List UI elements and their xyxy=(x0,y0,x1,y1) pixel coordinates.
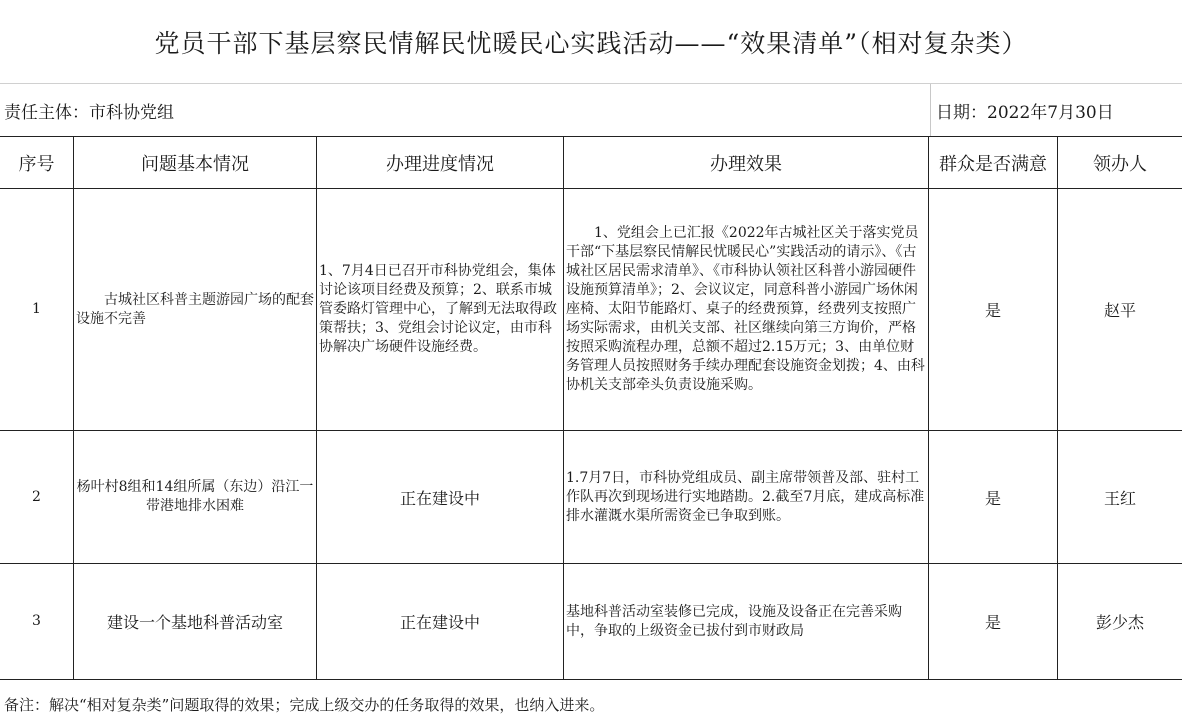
row-3-no: 3 xyxy=(32,613,41,629)
header-issue: 问题基本情况 xyxy=(141,153,249,175)
row-1-issue: 古城社区科普主题游园广场的配套设施不完善 xyxy=(76,291,314,327)
row-3-effect: 基地科普活动室装修已完成，设施及设备正在完善采购中，争取的上级资金已拔付到市财政局 xyxy=(566,603,902,639)
row-1-no: 1 xyxy=(32,301,41,317)
row-1-satisfied: 是 xyxy=(984,301,1001,320)
report-date: 日期：2022年7月30日 xyxy=(936,102,1114,123)
row-3-issue: 建设一个基地科普活动室 xyxy=(106,613,283,632)
row-2-satisfied: 是 xyxy=(984,488,1001,508)
row-3-satisfied: 是 xyxy=(984,613,1001,632)
row-2-leader: 王红 xyxy=(1103,488,1136,508)
header-satisfied: 群众是否满意 xyxy=(939,153,1047,175)
header-no: 序号 xyxy=(18,153,55,175)
row-2-progress: 正在建设中 xyxy=(399,488,480,508)
row-1-leader: 赵平 xyxy=(1103,301,1136,320)
row-2-no: 2 xyxy=(32,488,41,505)
header-leader: 领办人 xyxy=(1093,153,1147,175)
page-title: 党员干部下基层察民情解民忧暖民心实践活动——“效果清单”（相对复杂类） xyxy=(154,29,1028,58)
row-3-progress: 正在建设中 xyxy=(399,613,480,632)
header-effect: 办理效果 xyxy=(710,153,782,175)
row-3-leader: 彭少杰 xyxy=(1095,613,1144,632)
footnote: 备注：解决“相对复杂类”问题取得的效果；完成上级交办的任务取得的效果，也纳入进来。 xyxy=(4,695,605,714)
row-1-progress: 1、7月4日已召开市科协党组会，集体讨论该项目经费及预算；2、联系市城管委路灯管理中心，了解到无法取得政策帮扶；3、党组会讨论议定，由市科协解决广场硬件设施经费。 xyxy=(319,263,557,355)
row-2-effect: 1.7月7日，市科协党组成员、副主席带领普及部、驻村工作队再次到现场进行实地踏勘。2.截至7月底，建成高标准排水灌溉水渠所需资金已争取到账。 xyxy=(566,469,925,524)
grid-line xyxy=(930,84,931,136)
grid-line xyxy=(0,679,1182,680)
header-progress: 办理进度情况 xyxy=(386,153,494,175)
grid-line xyxy=(0,83,1182,84)
row-1-effect: 1、党组会上已汇报《2022年古城社区关于落实党员干部“下基层察民情解民忧暖民心”实践活动的请示》、《古城社区居民需求清单》、《市科协认领社区科普小游园硬件设施预算清单》；2、会议议定，同意科普小游园广场休闲座椅、太阳节能路灯、桌子的经费预算，经费列支按照广场实际需求，由机关支部、社区继续向第三方询价，严格按照采购流程办理，总额不超过2.15万元；3、由单位财务管理人员按照财务手续办理配套设施资金划拨；4、由科协机关支部牵头负责设施采购。 xyxy=(566,225,925,393)
responsible-party: 责任主体：市科协党组 xyxy=(4,102,174,123)
row-2-issue: 杨叶村8组和14组所属（东边）沿江一带港地排水困难 xyxy=(76,479,314,514)
